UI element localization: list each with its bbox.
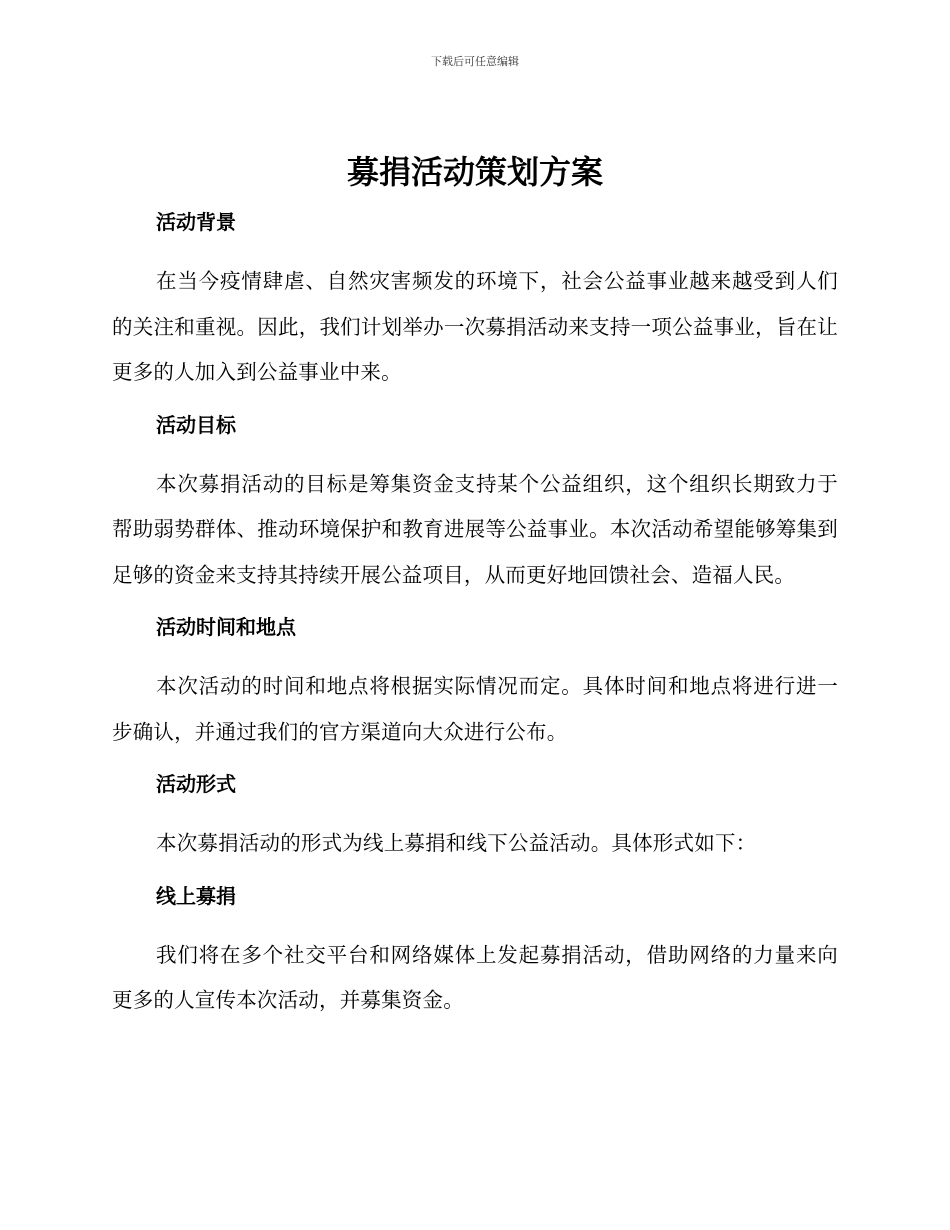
document-title: 募捐活动策划方案 [346,153,603,191]
section-text-time-place: 本次活动的时间和地点将根据实际情况而定。具体时间和地点将进行进一步确认，并通过我们的官方渠道向大众进行公布。 [112,674,838,744]
section-heading-background: 活动背景 [156,210,236,234]
section-heading-online-donation: 线上募捐 [156,883,236,908]
section-text-goals: 本次募捐活动的目标是筹集资金支持某个公益组织，这个组织长期致力于帮助弱势群体、推动环境保护和教育进展等公益事业。本次活动希望能够筹集到足够的资金来支持其持续开展公益项目，从而更好地回馈社会、造福人民。 [112,471,838,587]
section-heading-time-place: 活动时间和地点 [156,615,296,639]
section-heading-format: 活动形式 [156,772,236,796]
section-text-background: 在当今疫情肆虐、自然灾害频发的环境下，社会公益事业越来越受到人们的关注和重视。因此，我们计划举办一次募捐活动来支持一项公益事业，旨在让更多的人加入到公益事业中来。 [112,269,838,384]
document-body [112,203,838,1034]
section-text-online-donation: 我们将在多个社交平台和网络媒体上发起募捐活动，借助网络的力量来向更多的人宣传本次活动，并募集资金。 [112,942,838,1012]
section-text-format: 本次募捐活动的形式为线上募捐和线下公益活动。具体形式如下： [156,831,757,855]
page-header-note: 下载后可任意编辑 [431,55,519,68]
section-heading-goals: 活动目标 [156,412,236,437]
